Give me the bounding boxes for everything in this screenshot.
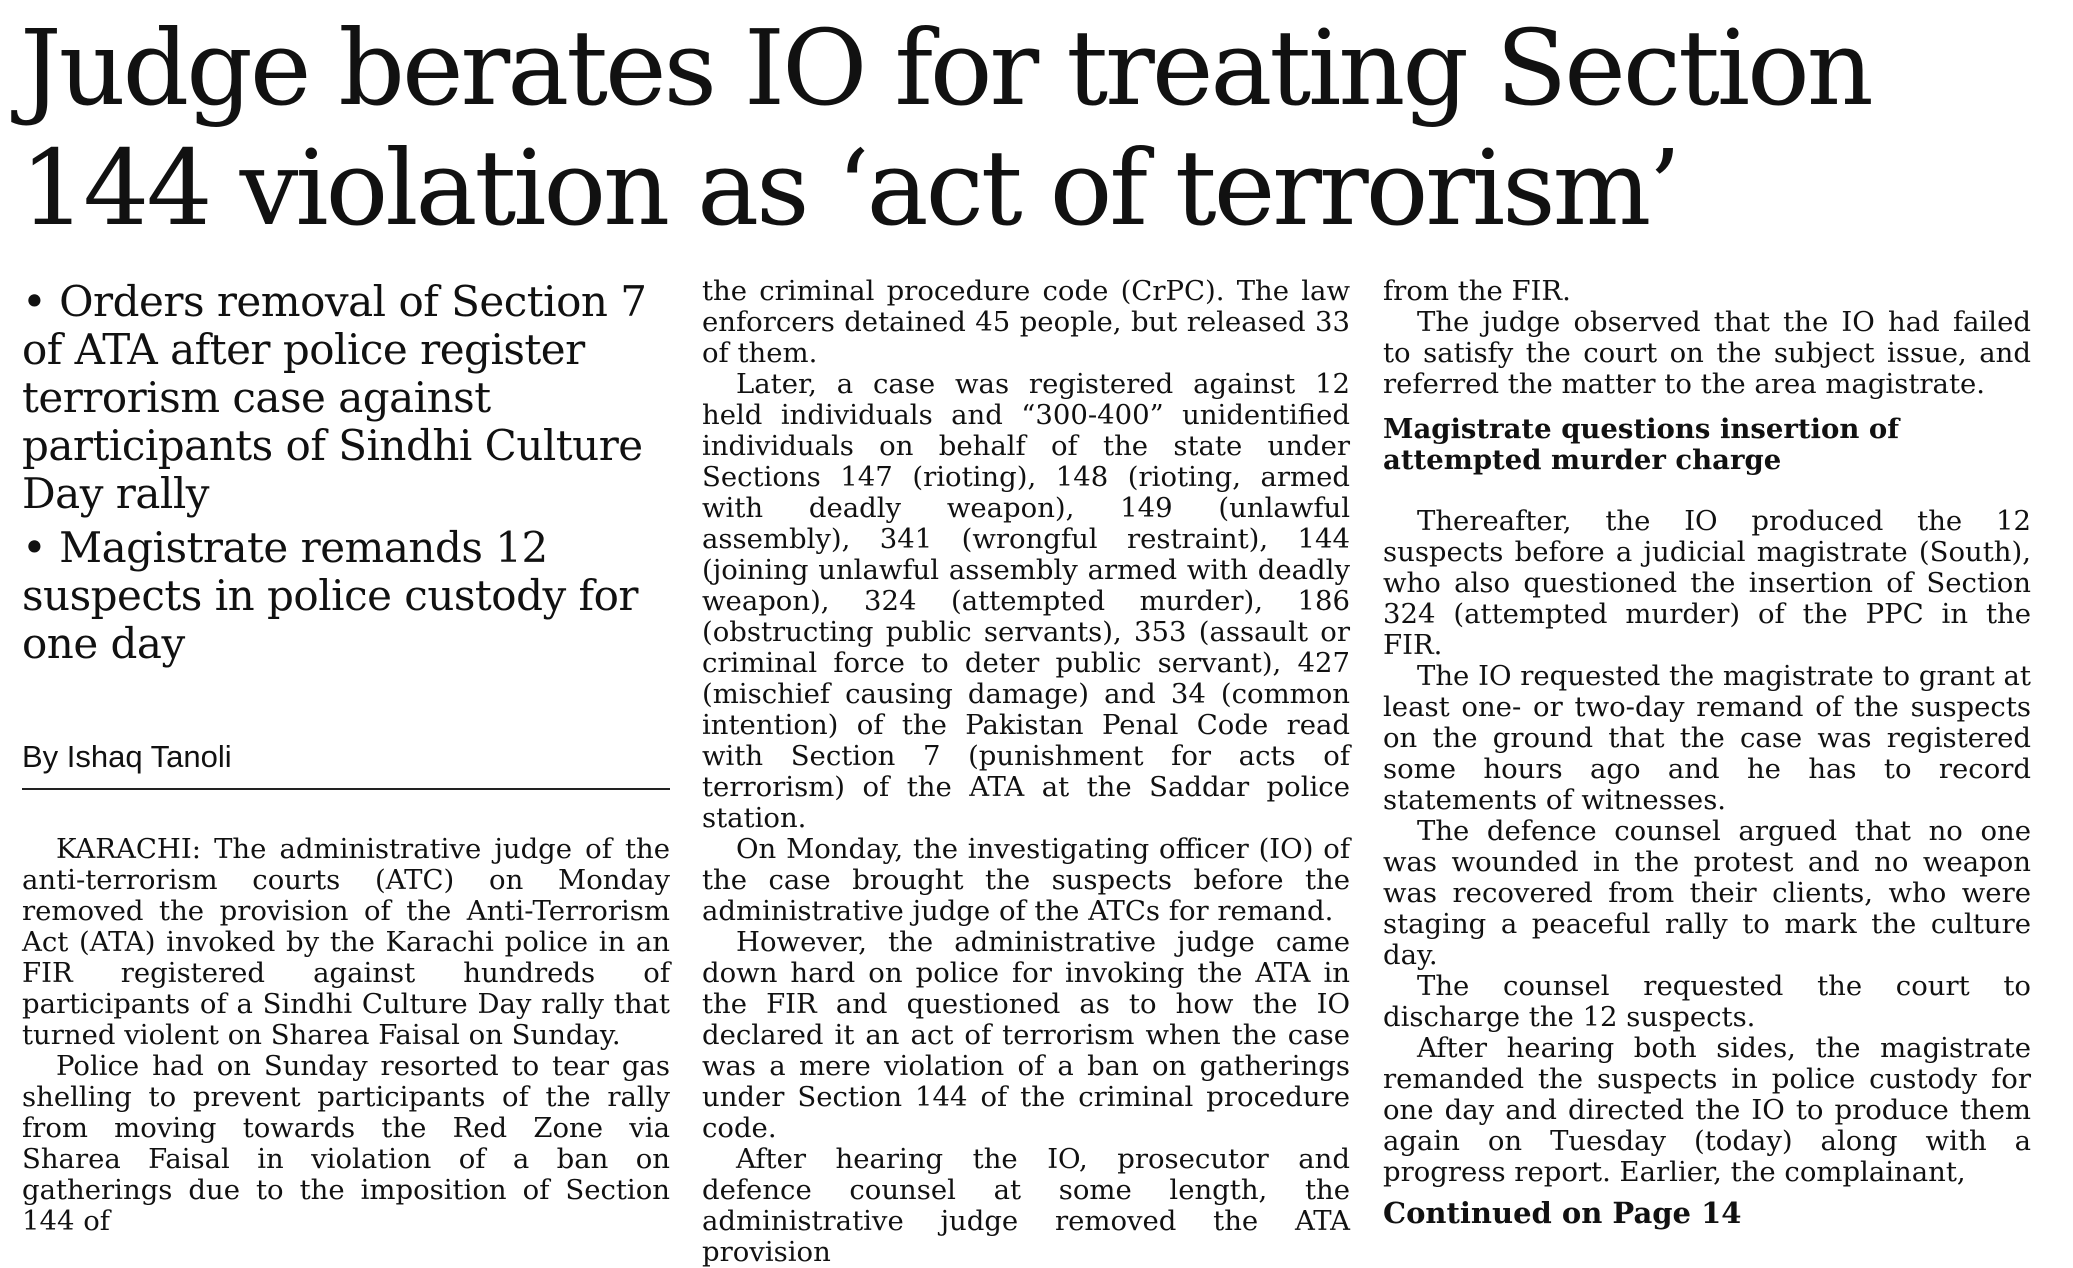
article-paragraph: After hearing both sides, the magistrate remanded the suspects in police custody for one day and directed the IO to produce them again on Tuesday (today) along with a progress report. Earlier, the complainant,	[1383, 1032, 2031, 1188]
deck-item-1: • Orders removal of Section 7 of ATA after police register terrorism case against participants of Sindhi Culture Day rally	[22, 277, 647, 518]
deck	[22, 278, 670, 668]
column-3	[1383, 276, 2031, 1229]
headline-line-2: 144 violation as ‘act of terrorism’	[20, 127, 1679, 249]
article-paragraph: Thereafter, the IO produced the 12 suspects before a judicial magistrate (South), who also questioned the insertion of Section 324 (attempted murder) of the PPC in the FIR.	[1383, 505, 2031, 661]
article-paragraph: The defence counsel argued that no one was wounded in the protest and no weapon was recovered from their clients, who were staging a peaceful rally to mark the culture day.	[1383, 815, 2031, 971]
column-2	[702, 276, 1350, 1268]
byline: By Ishaq Tanoli	[22, 736, 670, 790]
deck-item-2: • Magistrate remands 12 suspects in police custody for one day	[22, 523, 638, 668]
article-paragraph: On Monday, the investigating officer (IO) of the case brought the suspects before the administrative judge of the ATCs for remand.	[702, 833, 1350, 927]
column-1-body	[22, 834, 670, 1237]
article-paragraph: KARACHI: The administrative judge of the anti-terrorism courts (ATC) on Monday removed the provision of the Anti-Terrorism Act (ATA) invoked by the Karachi police in an FIR registered against hundreds of participants of a Sindhi Culture Day rally that turned violent on Sharea Faisal on Sunday.	[22, 833, 670, 1051]
article-paragraph: Police had on Sunday resorted to tear gas shelling to prevent participants of the rally from moving towards the Red Zone via Sharea Faisal in violation of a ban on gatherings due to the imposition of Section 144 of	[22, 1050, 670, 1237]
article-paragraph: The counsel requested the court to discharge the 12 suspects.	[1383, 970, 2031, 1033]
article-paragraph: The IO requested the magistrate to grant at least one- or two-day remand of the suspects on the ground that the case was registered some hours ago and he has to record statements of witnesses.	[1383, 660, 2031, 816]
article-paragraph: The judge observed that the IO had failed to satisfy the court on the subject issue, and referred the matter to the area magistrate.	[1383, 306, 2031, 400]
headline	[20, 8, 2060, 248]
article-paragraph: from the FIR.	[1383, 275, 1571, 307]
column-1	[22, 278, 670, 674]
headline-line-1: Judge berates IO for treating Section	[20, 7, 1871, 129]
continued-on-page: Continued on Page 14	[1383, 1196, 1742, 1230]
article-paragraph: However, the administrative judge came down hard on police for invoking the ATA in the FIR and questioned as to how the IO declared it an act of terrorism when the case was a mere violation of a ban on gatherings under Section 144 of the criminal procedure code.	[702, 926, 1350, 1144]
article-paragraph: After hearing the IO, prosecutor and defence counsel at some length, the administrative judge removed the ATA provision	[702, 1143, 1350, 1268]
article-paragraph: Later, a case was registered against 12 held individuals and “300-400” unidentified individuals on behalf of the state under Sections 147 (rioting), 148 (rioting, armed with deadly weapon), 149 (unlawful assembly), 341 (wrongful restraint), 144 (joining unlawful assembly armed with deadly weapon), 324 (attempted murder), 186 (obstructing public servants), 353 (assault or criminal force to deter public servant), 427 (mischief causing damage) and 34 (common intention) of the Pakistan Penal Code read with Section 7 (punishment for acts of terrorism) of the ATA at the Saddar police station.	[702, 368, 1350, 834]
article-paragraph: the criminal procedure code (CrPC). The law enforcers detained 45 people, but released 33 of them.	[702, 275, 1350, 369]
subhead: Magistrate questions insertion of attempted murder charge	[1383, 413, 1900, 476]
